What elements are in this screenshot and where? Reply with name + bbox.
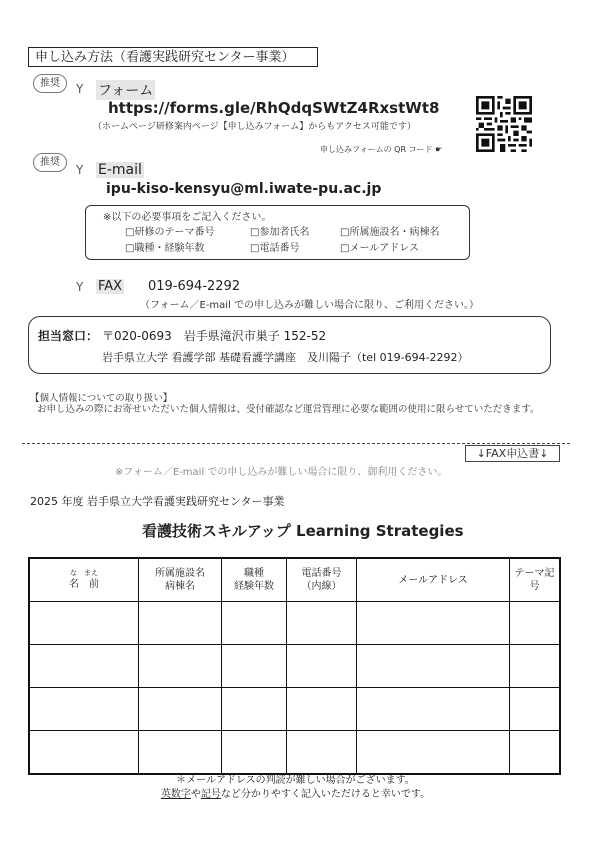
fax-number: 019-694-2292: [148, 279, 241, 294]
table-cell[interactable]: [510, 602, 561, 645]
email-header: メールアドレス: [398, 574, 468, 586]
application-table: [28, 557, 561, 775]
table-cell[interactable]: [287, 645, 357, 688]
qr-code-icon[interactable]: [476, 96, 532, 152]
table-cell[interactable]: [29, 688, 139, 731]
requirement-item: □電話番号: [250, 243, 300, 254]
table-cell[interactable]: [29, 731, 139, 775]
footnote-1: ＊メールアドレスの判読が難しい場合がございます。: [176, 775, 415, 786]
sprout-icon: Y: [76, 280, 84, 294]
email-address[interactable]: ipu-kiso-kensyu@ml.iwate-pu.ac.jp: [106, 181, 382, 197]
qr-caption: 申し込みフォームの QR コード ☛: [320, 145, 443, 154]
column-job: [222, 558, 287, 602]
theme-header: テーマ記号: [514, 568, 555, 592]
footnote-conj: や: [190, 789, 201, 800]
requirement-item: □職種・経験年数: [125, 243, 205, 254]
fax-label: FAX: [98, 279, 123, 294]
table-cell[interactable]: [510, 688, 561, 731]
column-phone: [287, 558, 357, 602]
requirement-item: □所属施設名・病棟名: [340, 227, 440, 238]
table-cell[interactable]: [357, 645, 510, 688]
sprout-icon: Y: [76, 163, 84, 177]
table-row: [29, 688, 560, 731]
form-label: フォーム: [96, 80, 155, 100]
column-theme: [510, 558, 561, 602]
table-cell[interactable]: [357, 602, 510, 645]
experience-header: 経験年数: [234, 581, 274, 592]
table-row: [29, 645, 560, 688]
footnote-2: [0, 785, 591, 800]
column-name: [29, 558, 139, 602]
table-cell[interactable]: [222, 645, 287, 688]
requirements-heading: ※以下の必要事項をご記入ください。: [103, 212, 272, 223]
table-cell[interactable]: [287, 688, 357, 731]
footnote-rest: など分かりやすく記入いただけると幸いです。: [220, 789, 431, 800]
form-url[interactable]: https://forms.gle/RhQdqSWtZ4RxstWt8: [108, 99, 440, 117]
recommended-badge: 推奨: [33, 153, 67, 172]
extension-header: （内線）: [301, 581, 342, 592]
table-cell[interactable]: [510, 731, 561, 775]
form-note: （ホームページ研修案内ページ【申し込みフォーム】からもアクセス可能です）: [93, 122, 416, 132]
table-cell[interactable]: [357, 731, 510, 775]
privacy-body: お申し込みの際にお寄せいただいた個人情報は、受付確認など運営管理に必要な範囲の使用に限らせていただきます。: [37, 404, 540, 415]
form-title: 看護技術スキルアップ Learning Strategies: [142, 522, 464, 540]
facility-header: 所属施設名: [155, 568, 205, 579]
name-header: 名 前: [69, 579, 99, 590]
table-cell[interactable]: [139, 602, 222, 645]
privacy-heading: 【個人情報についての取り扱い】: [30, 393, 173, 404]
table-cell[interactable]: [139, 688, 222, 731]
requirement-item: □研修のテーマ番号: [125, 227, 215, 238]
name-ruby: な まえ: [70, 569, 98, 577]
table-cell[interactable]: [222, 688, 287, 731]
contact-person: 岩手県立大学 看護学部 基礎看護学講座 及川陽子（tel 019-694-2292）: [102, 351, 469, 364]
footnote-alnum: 英数字: [160, 789, 191, 800]
ward-header: 病棟名: [165, 581, 195, 592]
phone-header: 電話番号: [301, 568, 342, 579]
column-facility: [139, 558, 222, 602]
program-line: 2025 年度 岩手県立大学看護実践研究センター事業: [30, 495, 285, 508]
table-row: [29, 602, 560, 645]
table-cell[interactable]: [139, 731, 222, 775]
table-cell[interactable]: [357, 688, 510, 731]
recommended-badge: 推奨: [33, 74, 67, 93]
fax-form-note: ※フォーム／E-mail での申し込みが難しい場合に限り、御利用ください。: [115, 467, 448, 478]
cut-line: [22, 443, 570, 444]
contact-address: 〒020-0693 岩手県滝沢市巣子 152-52: [102, 329, 327, 343]
table-cell[interactable]: [29, 602, 139, 645]
section-title: 申し込み方法（看護実践研究センター事業）: [28, 47, 318, 67]
fax-form-tag: ↓FAX申込書↓: [465, 445, 560, 462]
table-header-row: [29, 558, 560, 602]
requirement-item: □参加者氏名: [250, 227, 310, 238]
fax-note: （フォーム／E-mail での申し込みが難しい場合に限り、ご利用ください。）: [140, 300, 480, 311]
table-cell[interactable]: [287, 602, 357, 645]
contact-label: 担当窓口：: [38, 329, 99, 343]
column-email: [357, 558, 510, 602]
requirement-item: □メールアドレス: [340, 243, 419, 254]
footnote-symbol: 記号: [200, 789, 221, 800]
table-cell[interactable]: [222, 602, 287, 645]
contact-box: [28, 316, 551, 374]
table-cell[interactable]: [139, 645, 222, 688]
table-cell[interactable]: [222, 731, 287, 775]
table-cell[interactable]: [287, 731, 357, 775]
job-header: 職種: [244, 568, 264, 579]
email-label: E-mail: [98, 162, 142, 178]
table-cell[interactable]: [29, 645, 139, 688]
table-row: [29, 731, 560, 775]
table-cell[interactable]: [510, 645, 561, 688]
sprout-icon: Y: [76, 82, 84, 96]
